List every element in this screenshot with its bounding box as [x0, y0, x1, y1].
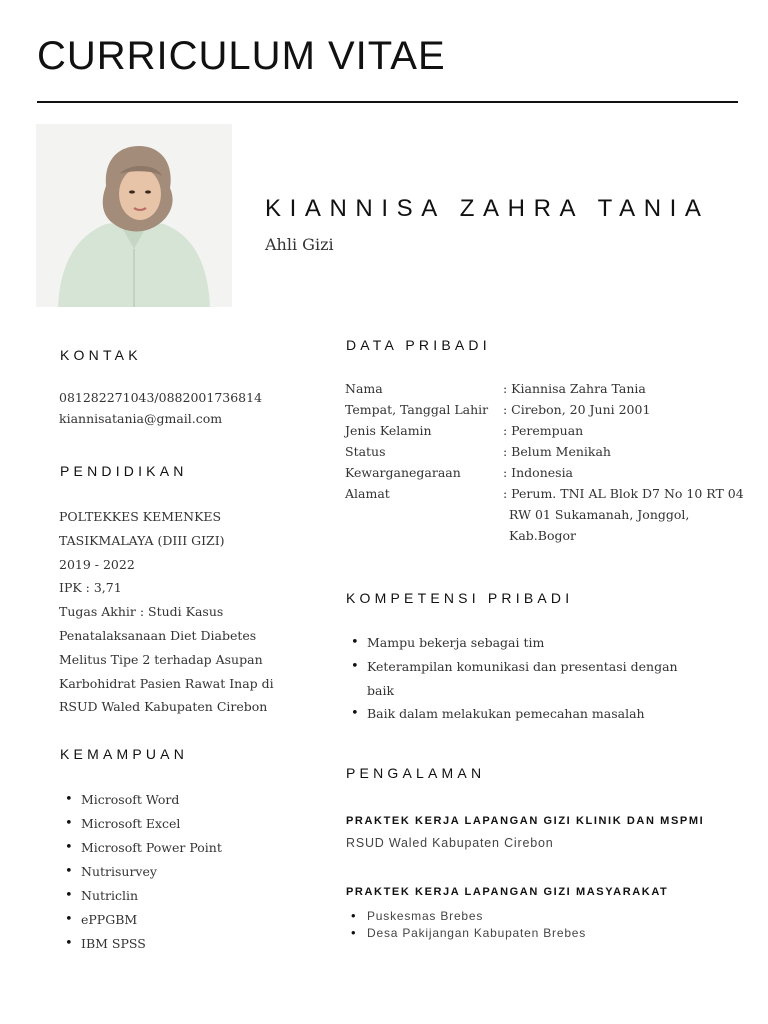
- competence-item: • Baik dalam melakukan pemecahan masalah: [345, 702, 705, 726]
- personal-label: Alamat: [345, 486, 390, 501]
- education-line: Penatalaksanaan Diet Diabetes: [59, 627, 257, 643]
- experience-title: PRAKTEK KERJA LAPANGAN GIZI MASYARAKAT: [346, 886, 669, 898]
- skill-item: • Nutrisurvey: [59, 860, 222, 884]
- experience-heading: PENGALAMAN: [346, 765, 486, 781]
- skill-item: • ePPGBM: [59, 908, 222, 932]
- education-line: Melitus Tipe 2 terhadap Asupan: [59, 651, 263, 667]
- address-continuation: RW 01 Sukamanah, Jonggol,: [509, 507, 690, 522]
- personal-value: : Cirebon, 20 Juni 2001: [503, 402, 651, 417]
- personal-row: [345, 504, 739, 525]
- personal-value: : Perum. TNI AL Blok D7 No 10 RT 04: [503, 486, 744, 501]
- skills-list: [59, 788, 222, 956]
- personal-label: Nama: [345, 381, 383, 396]
- skills-heading: KEMAMPUAN: [60, 746, 189, 762]
- skill-item: • Nutriclin: [59, 884, 222, 908]
- experience-item: • Puskesmas Brebes: [345, 908, 586, 925]
- address-continuation: Kab.Bogor: [509, 528, 576, 543]
- contact-email: kiannisatania@gmail.com: [59, 411, 223, 426]
- education-line: Karbohidrat Pasien Rawat Inap di: [59, 675, 274, 691]
- competence-item: • Keterampilan komunikasi dan presentasi dengan baik: [345, 655, 705, 703]
- person-role: Ahli Gizi: [265, 235, 334, 254]
- personal-row: [345, 420, 739, 441]
- personal-value: : Belum Menikah: [503, 444, 611, 459]
- competence-list: [345, 631, 705, 726]
- contact-phone: 081282271043/0882001736814: [59, 390, 263, 405]
- personal-label: Status: [345, 444, 386, 459]
- personal-value: : Kiannisa Zahra Tania: [503, 381, 646, 396]
- personal-label: Tempat, Tanggal Lahir: [345, 402, 489, 417]
- personal-label: Kewarganegaraan: [345, 465, 461, 480]
- personal-row: [345, 378, 739, 399]
- education-line: 2019 - 2022: [59, 556, 135, 572]
- education-line: TASIKMALAYA (DIII GIZI): [59, 532, 225, 548]
- personal-value: : Perempuan: [503, 423, 584, 438]
- skill-item: • Microsoft Word: [59, 788, 222, 812]
- personal-row: [345, 462, 739, 483]
- personal-row: [345, 441, 739, 462]
- portrait-illustration: [36, 124, 232, 307]
- person-name: KIANNISA ZAHRA TANIA: [265, 195, 710, 222]
- personal-value: : Indonesia: [503, 465, 574, 480]
- education-block: [59, 505, 289, 719]
- skill-item: • IBM SPSS: [59, 932, 222, 956]
- personal-row: [345, 483, 744, 504]
- experience-title: PRAKTEK KERJA LAPANGAN GIZI KLINIK DAN MSPMI: [346, 815, 705, 827]
- education-line: RSUD Waled Kabupaten Cirebon: [59, 699, 268, 715]
- personal-data-table: [345, 378, 744, 546]
- experience-list: [345, 908, 586, 941]
- personal-data-heading: DATA PRIBADI: [346, 337, 491, 353]
- contact-heading: KONTAK: [60, 347, 142, 363]
- education-line: POLTEKKES KEMENKES: [59, 509, 222, 524]
- competence-item: • Mampu bekerja sebagai tim: [345, 631, 705, 655]
- skill-item: • Microsoft Excel: [59, 812, 222, 836]
- document-title: CURRICULUM VITAE: [37, 34, 446, 78]
- profile-photo: [36, 124, 232, 307]
- experience-item: • Desa Pakijangan Kabupaten Brebes: [345, 925, 586, 942]
- competence-heading: KOMPETENSI PRIBADI: [346, 590, 574, 606]
- education-heading: PENDIDIKAN: [60, 463, 188, 479]
- experience-subtitle: RSUD Waled Kabupaten Cirebon: [346, 836, 554, 850]
- education-line: Tugas Akhir : Studi Kasus: [59, 604, 224, 620]
- personal-row: [345, 399, 739, 420]
- personal-label: Jenis Kelamin: [345, 423, 432, 438]
- education-line: IPK : 3,71: [59, 580, 122, 596]
- contact-block: [59, 387, 262, 429]
- personal-row: [345, 525, 739, 546]
- skill-item: • Microsoft Power Point: [59, 836, 222, 860]
- header-divider: [37, 101, 738, 103]
